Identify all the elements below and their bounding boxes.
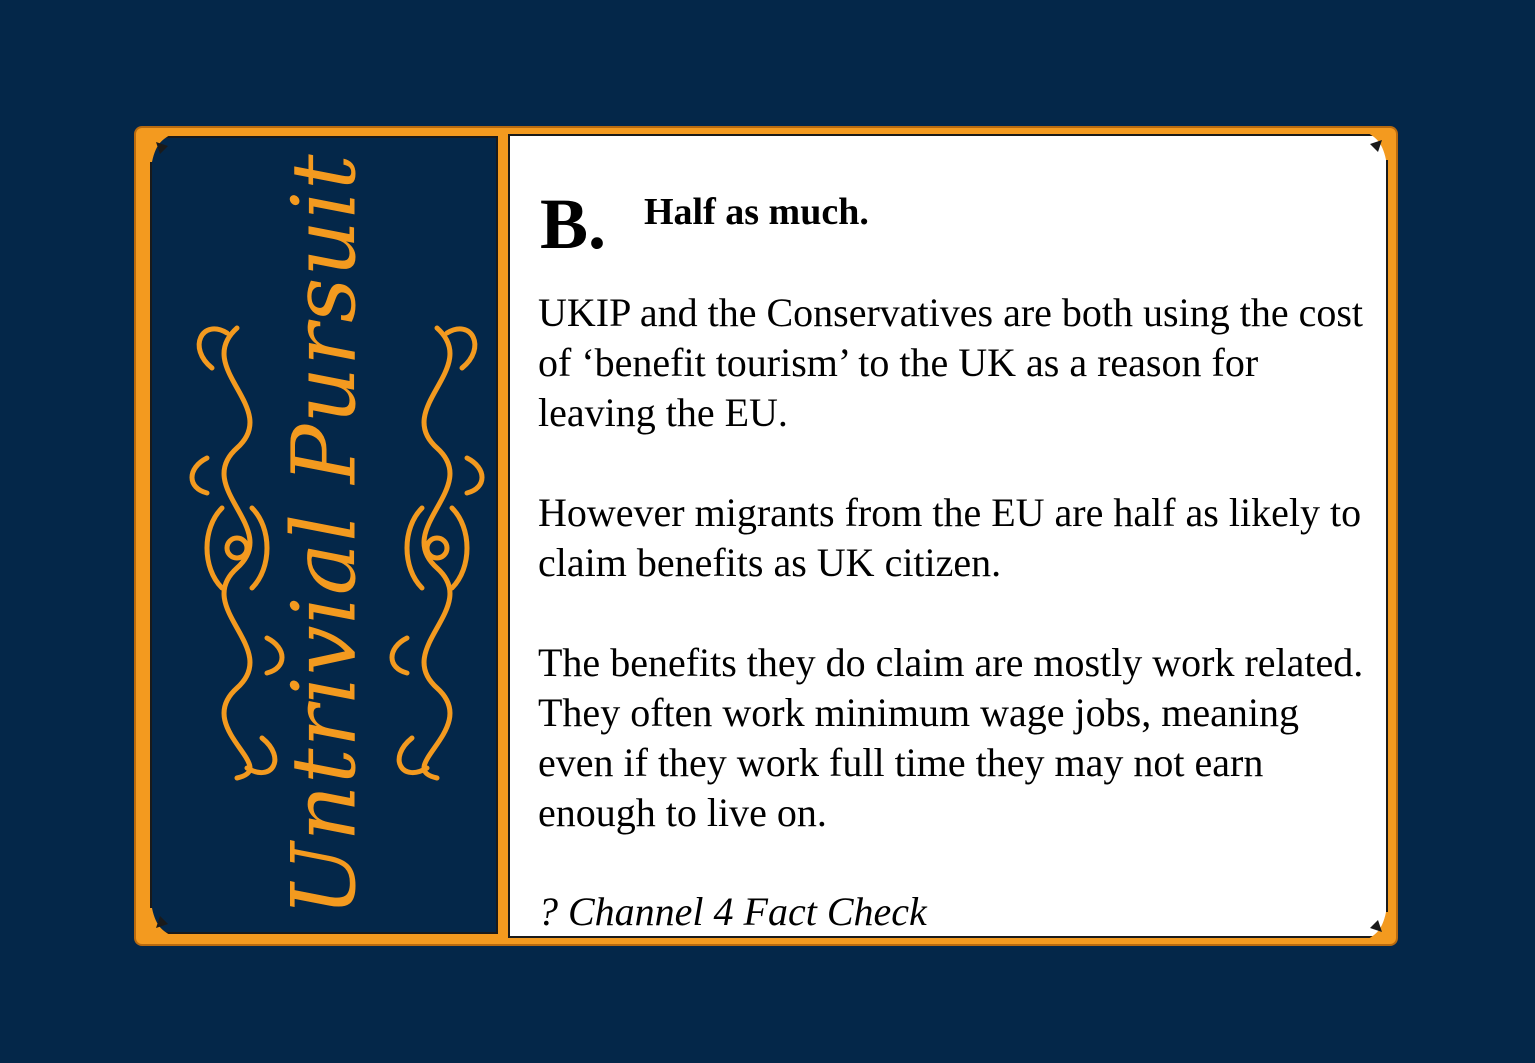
card-cover-panel: [150, 136, 498, 934]
ornamental-corner-icon: [1358, 908, 1392, 942]
answer-text: Half as much.: [644, 191, 869, 233]
paragraph: However migrants from the EU are half as likely to claim benefits as UK citizen.: [538, 490, 1362, 585]
paragraph: UKIP and the Conservatives are both using the cost of ‘benefit tourism’ to the UK as a reason for leaving the EU.: [538, 290, 1364, 435]
answer-panel: [508, 134, 1388, 938]
card-title: Untrivial Pursuit: [272, 153, 376, 917]
trivia-card: [136, 128, 1396, 944]
answer-letter: B.: [540, 184, 607, 264]
ornamental-corner-icon: [146, 132, 180, 166]
source-credit: ? Channel 4 Fact Check: [538, 889, 927, 934]
ornamental-corner-icon: [1358, 130, 1392, 164]
paragraph: The benefits they do claim are mostly work related. They often work minimum wage jobs, meaning even if they work full time they may not earn enough to live on.: [538, 640, 1364, 835]
scroll-flourish-icon: [382, 308, 492, 788]
ornamental-corner-icon: [146, 904, 180, 938]
